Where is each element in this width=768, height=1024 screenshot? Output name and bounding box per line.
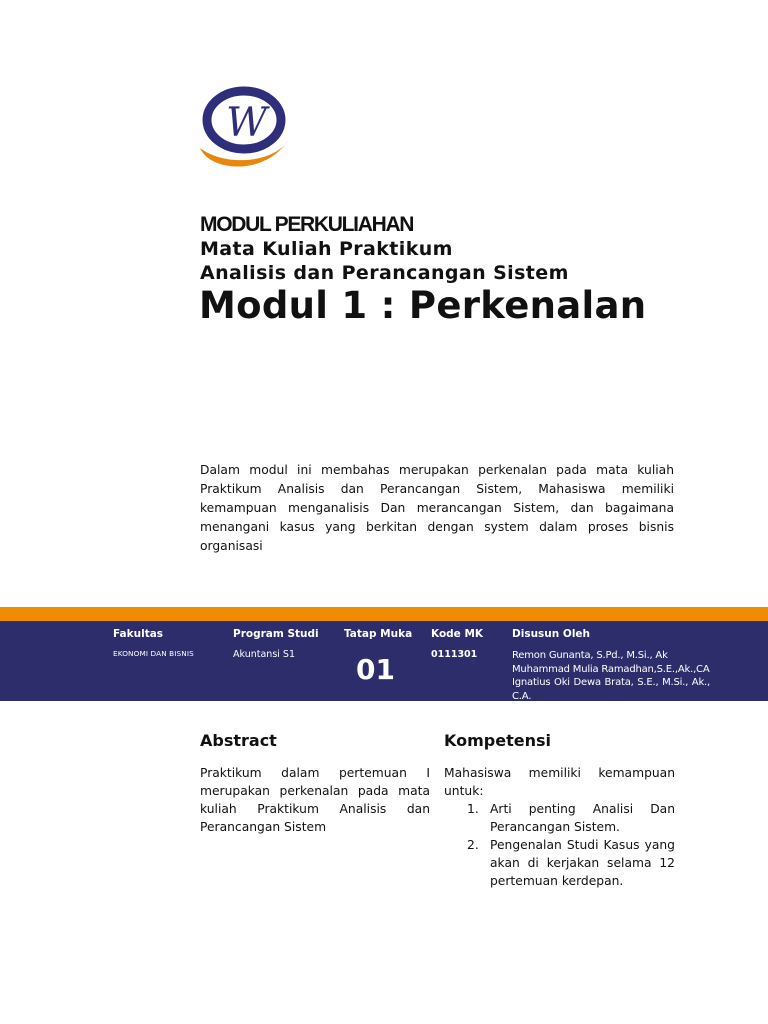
orange-band <box>0 607 768 621</box>
list-item <box>444 836 675 890</box>
intro-paragraph: Dalam modul ini membahas merupakan perkenalan pada mata kuliah Praktikum Analisis dan Perancangan Sistem, Mahasiswa memiliki kemampuan menganalisis Dan merancangan Sistem, dan bagaimana menangani kasus yang berkitan dengan system dalam proses bisnis organisasi <box>200 463 674 553</box>
info-band <box>0 621 768 701</box>
kode-mk-value: 0111301 <box>431 649 478 660</box>
kompetensi-list <box>444 800 675 890</box>
list-item-text: Pengenalan Studi Kasus yang akan di kerjakan selama 12 pertemuan kerdepan. <box>490 838 675 888</box>
list-item-number: 2. <box>467 838 479 852</box>
abstract-text: Praktikum dalam pertemuan I merupakan perkenalan pada mata kuliah Praktikum Analisis dan Perancangan Sistem <box>200 766 430 834</box>
university-logo-icon <box>196 84 296 176</box>
list-item-number: 1. <box>467 802 479 816</box>
course-module-heading: MODUL PERKULIAHAN <box>200 213 414 236</box>
list-item-text: Arti penting Analisi Dan Perancangan Sistem. <box>490 802 675 834</box>
svg-text:W: W <box>226 100 268 146</box>
list-item <box>444 800 675 836</box>
authors-list <box>512 649 710 703</box>
prodi-value: Akuntansi S1 <box>233 649 296 660</box>
module-title: Modul 1 : Perkenalan <box>199 284 647 327</box>
prodi-label: Program Studi <box>233 628 319 640</box>
course-subject-name: Analisis dan Perancangan Sistem <box>200 262 569 284</box>
abstract-title: Abstract <box>200 731 277 750</box>
author-2: Muhammad Mulia Ramadhan,S.E.,Ak.,CA <box>512 663 710 675</box>
fakultas-value: EKONOMI DAN BISNIS <box>113 649 194 658</box>
fakultas-label: Fakultas <box>113 628 164 640</box>
tatap-muka-label: Tatap Muka <box>344 628 413 640</box>
author-3: Ignatius Oki Dewa Brata, S.E., M.Si., Ak., C.A. <box>512 677 710 702</box>
kompetensi-title: Kompetensi <box>444 731 551 750</box>
tatap-muka-value: 01 <box>356 653 395 686</box>
course-subject: Mata Kuliah Praktikum <box>200 238 453 260</box>
disusun-oleh-label: Disusun Oleh <box>512 628 591 640</box>
author-1: Remon Gunanta, S.Pd., M.Si., Ak <box>512 650 668 661</box>
kompetensi-intro: Mahasiswa memiliki kemampuan untuk: <box>444 766 675 798</box>
kode-mk-label: Kode MK <box>431 628 484 640</box>
kompetensi-section <box>444 764 675 890</box>
